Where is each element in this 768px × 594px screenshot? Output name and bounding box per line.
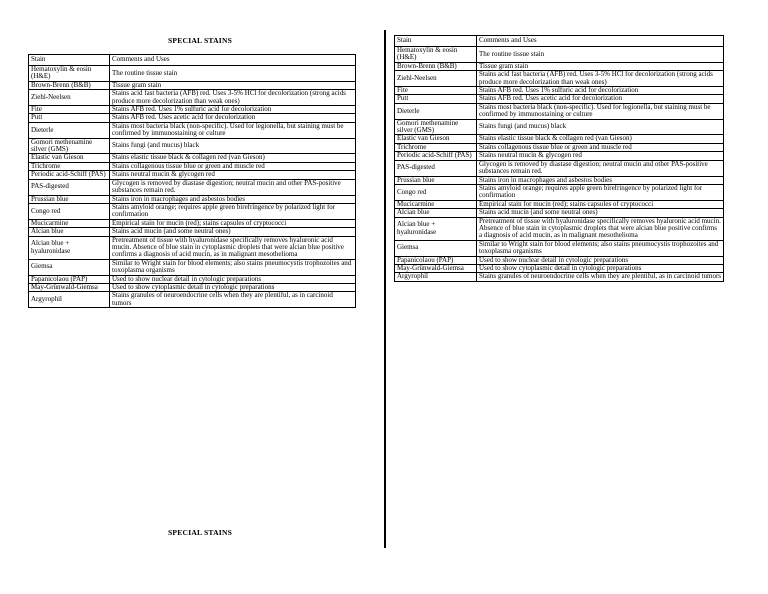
- table-row: [29, 259, 356, 275]
- table-row: [395, 209, 724, 217]
- stain-name-cell: Papanicolaou (PAP): [395, 256, 477, 264]
- table-row: [29, 292, 356, 308]
- stain-name-cell: PAS-digested: [395, 160, 477, 176]
- table-row: [395, 176, 724, 184]
- stain-comments-cell: Stains amyloid orange; requires apple green birefringence by polarized light for confirmation: [477, 184, 724, 200]
- stain-comments-cell: Similar to Wright stain for blood elements; also stains pneumocystis trophozoites and toxoplasma organisms: [110, 259, 356, 275]
- table-row: [395, 71, 724, 87]
- table-row: [395, 256, 724, 264]
- stain-comments-cell: Stains granules of neuroendocrine cells when they are plentiful, as in carcinoid tumors: [477, 273, 724, 281]
- stain-comments-cell: Stains AFB red. Uses acetic acid for decolorization: [110, 114, 356, 122]
- stain-name-cell: Brown-Brenn (B&B): [395, 62, 477, 70]
- stain-name-cell: Alcian blue + hyaluronidase: [29, 236, 110, 259]
- stain-name-cell: Dieterle: [29, 122, 110, 138]
- stain-comments-cell: Empirical stain for mucin (red); stains capsules of cryptococci: [110, 219, 356, 227]
- header-comments: Comments and Uses: [477, 36, 724, 47]
- table-header-row: [395, 36, 724, 47]
- stain-comments-cell: Stains iron in macrophages and asbestos bodies: [477, 176, 724, 184]
- stain-name-cell: May-Grünwald-Giemsa: [29, 283, 110, 291]
- header-stain: Stain: [395, 36, 477, 47]
- stain-name-cell: Periodic acid-Schiff (PAS): [29, 171, 110, 179]
- stain-comments-cell: The routine tissue stain: [110, 66, 356, 82]
- stain-name-cell: Prussian blue: [29, 195, 110, 203]
- stain-name-cell: Prussian blue: [395, 176, 477, 184]
- table-row: [29, 138, 356, 154]
- table-row: [395, 62, 724, 70]
- stain-comments-cell: Stains neutral mucin & glycogen red: [110, 171, 356, 179]
- table-row: [395, 103, 724, 119]
- table-row: [29, 90, 356, 106]
- stain-comments-cell: Used to show nuclear detail in cytologic preparations: [110, 275, 356, 283]
- stain-name-cell: May-Grünwald-Giemsa: [395, 264, 477, 272]
- table-row: [395, 200, 724, 208]
- stains-table-right: [394, 35, 724, 282]
- stain-comments-cell: Stains most bacteria black (non-specific). Used for legionella, but staining must be confirmed by immunostaining or culture: [110, 122, 356, 138]
- table-row: [29, 81, 356, 89]
- table-row: [29, 195, 356, 203]
- stain-name-cell: Argyrophil: [29, 292, 110, 308]
- table-row: [395, 135, 724, 143]
- stain-comments-cell: Stains AFB red. Uses acetic acid for decolorization: [477, 95, 724, 103]
- stain-comments-cell: Stains AFB red. Uses 1% sulfuric acid for decolorization: [110, 106, 356, 114]
- stain-name-cell: Giemsa: [29, 259, 110, 275]
- stain-comments-cell: Glycogen is removed by diastase digestion; neutral mucin and other PAS-positive substances remain red.: [477, 160, 724, 176]
- stains-table-right-body: [395, 47, 724, 282]
- stain-comments-cell: Pretreatment of tissue with hyaluronidase specifically removes hyaluronic acid mucin. Absence of blue stain in cytoplasmic droplets that were alcian blue positive confirms a diagnosis of acid mucin, as in malignant mesothelioma: [110, 236, 356, 259]
- stain-name-cell: Ziehl-Neelsen: [395, 71, 477, 87]
- stain-comments-cell: Stains AFB red. Uses 1% sulfuric acid for decolorization: [477, 87, 724, 95]
- stain-name-cell: Fite: [29, 106, 110, 114]
- table-row: [29, 283, 356, 291]
- table-row: [29, 162, 356, 170]
- stain-comments-cell: Pretreatment of tissue with hyaluronidase specifically removes hyaluronic acid mucin. Absence of blue stain in cytoplasmic droplets that were alcian blue positive confirms a diagnosis of acid mucin, as in malignant mesothelioma: [477, 217, 724, 240]
- stain-comments-cell: Tissue gram stain: [477, 62, 724, 70]
- page-title: SPECIAL STAINS: [168, 36, 233, 45]
- stain-name-cell: Putt: [395, 95, 477, 103]
- table-row: [395, 240, 724, 256]
- table-header-row: [29, 55, 356, 66]
- table-row: [395, 184, 724, 200]
- stain-comments-cell: Stains granules of neuroendocrine cells when they are plentiful, as in carcinoid tumors: [110, 292, 356, 308]
- stain-name-cell: Elastic van Gieson: [29, 154, 110, 162]
- table-row: [29, 171, 356, 179]
- stain-name-cell: Fite: [395, 87, 477, 95]
- stain-comments-cell: Stains acid mucin (and some neutral ones): [110, 228, 356, 236]
- stain-comments-cell: Stains acid fast bacteria (AFB) red. Uses 3-5% HCl for decolorization (strong acids produce more decolorization than weak ones): [110, 90, 356, 106]
- header-comments: Comments and Uses: [110, 55, 356, 66]
- stain-name-cell: Mucicarmine: [395, 200, 477, 208]
- table-row: [29, 179, 356, 195]
- stain-name-cell: Mucicarmine: [29, 219, 110, 227]
- table-row: [395, 47, 724, 63]
- stain-comments-cell: Stains collagenous tissue blue or green and muscle red: [110, 162, 356, 170]
- stain-name-cell: Alcian blue: [395, 209, 477, 217]
- stain-comments-cell: Stains most bacteria black (non-specific). Used for legionella, but staining must be confirmed by immunostaining or culture: [477, 103, 724, 119]
- table-row: [395, 143, 724, 151]
- stain-name-cell: Trichrome: [29, 162, 110, 170]
- stain-name-cell: Ziehl-Neelsen: [29, 90, 110, 106]
- stain-name-cell: Putt: [29, 114, 110, 122]
- stain-name-cell: Gomori methenamine silver (GMS): [395, 119, 477, 135]
- table-row: [29, 66, 356, 82]
- stain-comments-cell: Tissue gram stain: [110, 81, 356, 89]
- stain-comments-cell: Stains acid fast bacteria (AFB) red. Uses 3-5% HCl for decolorization (strong acids produce more decolorization than weak ones): [477, 71, 724, 87]
- stain-comments-cell: Stains fungi (and mucus) black: [477, 119, 724, 135]
- stain-name-cell: Congo red: [29, 203, 110, 219]
- stain-name-cell: Trichrome: [395, 143, 477, 151]
- stain-name-cell: Alcian blue + hyaluronidase: [395, 217, 477, 240]
- table-row: [29, 228, 356, 236]
- table-row: [395, 273, 724, 281]
- table-row: [395, 160, 724, 176]
- table-row: [395, 87, 724, 95]
- table-row: [29, 219, 356, 227]
- stain-name-cell: Hematoxylin & eosin (H&E): [29, 66, 110, 82]
- stains-table-left-body: [29, 66, 356, 308]
- stain-name-cell: Hematoxylin & eosin (H&E): [395, 47, 477, 63]
- table-row: [395, 264, 724, 272]
- table-row: [29, 154, 356, 162]
- page-title: SPECIAL STAINS: [168, 528, 233, 537]
- stain-name-cell: Periodic acid-Schiff (PAS): [395, 152, 477, 160]
- stain-comments-cell: Used to show cytoplasmic detail in cytologic preparations: [477, 264, 724, 272]
- stain-comments-cell: Stains iron in macrophages and asbestos bodies: [110, 195, 356, 203]
- table-row: [395, 119, 724, 135]
- table-row: [29, 275, 356, 283]
- stain-name-cell: Gomori methenamine silver (GMS): [29, 138, 110, 154]
- stain-comments-cell: Similar to Wright stain for blood elements; also stains pneumocystis trophozoites and toxoplasma organisms: [477, 240, 724, 256]
- stain-comments-cell: Stains collagenous tissue blue or green and muscle red: [477, 143, 724, 151]
- stain-name-cell: Brown-Brenn (B&B): [29, 81, 110, 89]
- table-row: [395, 217, 724, 240]
- stain-comments-cell: The routine tissue stain: [477, 47, 724, 63]
- stain-name-cell: Elastic van Gieson: [395, 135, 477, 143]
- page-divider: [384, 30, 386, 548]
- stain-comments-cell: Stains elastic tissue black & collagen red (van Gieson): [110, 154, 356, 162]
- stain-name-cell: Alcian blue: [29, 228, 110, 236]
- stain-name-cell: PAS-digested: [29, 179, 110, 195]
- stain-comments-cell: Stains elastic tissue black & collagen red (van Gieson): [477, 135, 724, 143]
- stain-comments-cell: Stains acid mucin (and some neutral ones): [477, 209, 724, 217]
- header-stain: Stain: [29, 55, 110, 66]
- table-row: [29, 114, 356, 122]
- stains-table-left: [28, 54, 356, 308]
- table-row: [29, 203, 356, 219]
- stain-comments-cell: Used to show nuclear detail in cytologic preparations: [477, 256, 724, 264]
- table-row: [29, 122, 356, 138]
- stain-comments-cell: Stains neutral mucin & glycogen red: [477, 152, 724, 160]
- stain-comments-cell: Empirical stain for mucin (red); stains capsules of cryptococci: [477, 200, 724, 208]
- table-row: [395, 95, 724, 103]
- stain-comments-cell: Used to show cytoplasmic detail in cytologic preparations: [110, 283, 356, 291]
- stain-name-cell: Congo red: [395, 184, 477, 200]
- stain-comments-cell: Stains amyloid orange; requires apple green birefringence by polarized light for confirmation: [110, 203, 356, 219]
- stain-name-cell: Dieterle: [395, 103, 477, 119]
- table-row: [29, 106, 356, 114]
- table-row: [29, 236, 356, 259]
- stain-comments-cell: Glycogen is removed by diastase digestion; neutral mucin and other PAS-positive substances remain red.: [110, 179, 356, 195]
- stain-name-cell: Papanicolaou (PAP): [29, 275, 110, 283]
- stain-name-cell: Giemsa: [395, 240, 477, 256]
- stain-comments-cell: Stains fungi (and mucus) black: [110, 138, 356, 154]
- table-row: [395, 152, 724, 160]
- stain-name-cell: Argyrophil: [395, 273, 477, 281]
